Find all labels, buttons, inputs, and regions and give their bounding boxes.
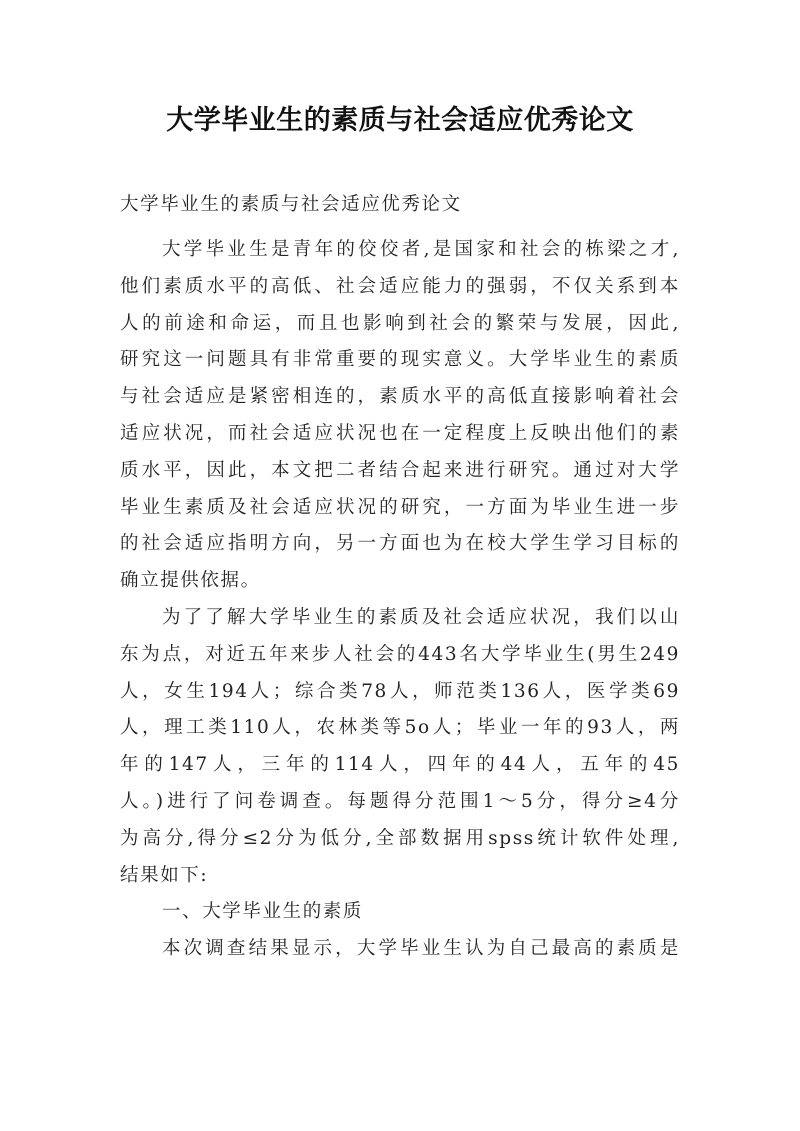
text-line: 毕业生素质及社会适应状况的研究，一方面为毕业生进一步 — [120, 496, 680, 518]
section-heading: 一、大学毕业生的素质 — [162, 901, 364, 923]
text-line: 人的前途和命运，而且也影响到社会的繁荣与发展，因此, — [120, 312, 680, 334]
text-line: 结果如下: — [120, 864, 209, 886]
text-line: 年的147人，三年的114人，四年的44人，五年的45 — [120, 754, 680, 776]
text-line: 本次调查结果显示，大学毕业生认为自己最高的素质是 — [162, 938, 680, 960]
text-line: 为了了解大学毕业生的素质及社会适应状况，我们以山 — [162, 606, 680, 628]
text-line: 人。)进行了问卷调查。每题得分范围1～5分，得分≥4分 — [120, 790, 680, 812]
text-line: 与社会适应是紧密相连的，素质水平的高低直接影响着社会 — [120, 386, 680, 408]
document-body — [120, 232, 680, 968]
text-line: 他们素质水平的高低、社会适应能力的强弱，不仅关系到本 — [120, 275, 680, 297]
document-subtitle: 大学毕业生的素质与社会适应优秀论文 — [120, 194, 462, 215]
text-line: 的社会适应指明方向，另一方面也为在校大学生学习目标的 — [120, 533, 680, 555]
text-line: 确立提供依据。 — [120, 570, 261, 592]
document-title: 大学毕业生的素质与社会适应优秀论文 — [166, 105, 634, 136]
text-line: 人，女生194人；综合类78人，师范类136人，医学类69 — [120, 680, 680, 702]
text-line: 质水平，因此，本文把二者结合起来进行研究。通过对大学 — [120, 459, 680, 481]
text-line: 适应状况，而社会适应状况也在一定程度上反映出他们的素 — [120, 422, 680, 444]
text-line: 研究这一问题具有非常重要的现实意义。大学毕业生的素质 — [120, 349, 680, 371]
text-line: 人，理工类110人，农林类等5o人；毕业一年的93人，两 — [120, 717, 680, 739]
text-line: 为高分,得分≤2分为低分,全部数据用spss统计软件处理, — [120, 827, 680, 849]
text-line: 东为点，对近五年来步人社会的443名大学毕业生(男生249 — [120, 643, 680, 665]
text-line: 大学毕业生是青年的佼佼者,是国家和社会的栋梁之才, — [162, 239, 680, 260]
